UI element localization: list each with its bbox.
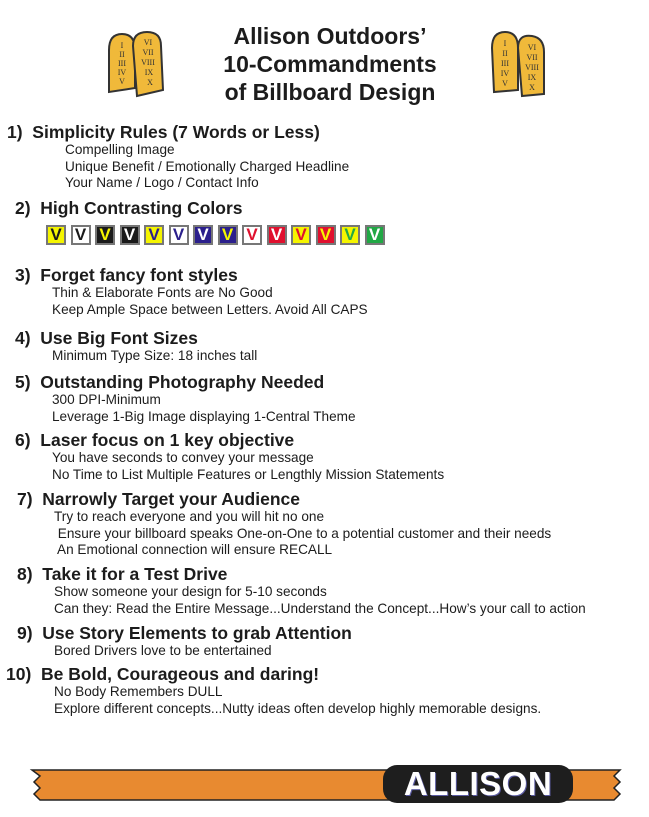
svg-text:IV: IV: [500, 69, 510, 78]
color-swatch: V: [267, 225, 287, 245]
commandment-heading: [0, 564, 586, 584]
commandment-heading: [0, 372, 356, 392]
title-line-2: 10-Commandments: [223, 51, 437, 77]
svg-text:VII: VII: [526, 53, 538, 62]
commandment-number: 1): [7, 122, 23, 142]
commandment-5: [0, 372, 356, 425]
svg-text:VI: VI: [143, 38, 153, 47]
commandment-number: 3): [15, 265, 31, 285]
color-contrast-swatches: [46, 225, 385, 245]
commandment-item: Try to reach everyone and you will hit no one: [54, 509, 325, 524]
svg-text:I: I: [503, 39, 507, 48]
commandment-item: Leverage 1-Big Image displaying 1-Central Theme: [52, 408, 356, 424]
commandment-item: Thin & Elaborate Fonts are No Good: [52, 285, 273, 300]
svg-text:X: X: [147, 78, 153, 87]
commandment-heading: [0, 489, 551, 509]
commandment-heading: [0, 623, 352, 643]
commandment-number: 2): [15, 198, 31, 218]
commandment-item: Unique Benefit / Emotionally Charged Headline: [65, 158, 350, 174]
commandment-title: Use Story Elements to grab Attention: [42, 623, 352, 643]
color-swatch: V: [193, 225, 213, 245]
commandment-item: No Time to List Multiple Features or Lengthly Mission Statements: [52, 466, 445, 482]
svg-text:VI: VI: [527, 43, 537, 52]
stone-tablets-icon: [488, 28, 550, 100]
commandment-title: Be Bold, Courageous and daring!: [41, 664, 320, 684]
color-swatch: V: [242, 225, 262, 245]
commandment-title: Simplicity Rules (7 Words or Less): [32, 122, 320, 142]
commandment-item: Compelling Image: [65, 142, 175, 157]
commandment-number: 6): [15, 430, 31, 450]
commandment-title: Use Big Font Sizes: [40, 328, 198, 348]
color-swatch: V: [95, 225, 115, 245]
commandment-item: An Emotional connection will ensure RECALL: [54, 542, 333, 557]
commandment-item: Your Name / Logo / Contact Info: [65, 175, 259, 190]
commandment-1: [0, 122, 349, 192]
svg-text:VIII: VIII: [525, 63, 539, 72]
svg-text:III: III: [501, 59, 509, 68]
commandment-title: Laser focus on 1 key objective: [40, 430, 295, 450]
svg-text:III: III: [118, 59, 126, 68]
commandment-number: 4): [15, 328, 31, 348]
commandment-title: Outstanding Photography Needed: [40, 372, 325, 392]
allison-logo: ALLISON: [383, 765, 573, 803]
commandment-3: [0, 265, 368, 318]
commandment-item: Explore different concepts...Nutty ideas often develop highly memorable designs.: [54, 700, 542, 716]
svg-text:V: V: [502, 79, 508, 88]
commandment-4: [0, 328, 257, 365]
color-swatch: V: [169, 225, 189, 245]
commandment-item: You have seconds to convey your message: [52, 450, 314, 465]
svg-text:VII: VII: [142, 48, 154, 57]
commandment-item: Keep Ample Space between Letters. Avoid All CAPS: [52, 301, 368, 317]
svg-text:V: V: [119, 77, 125, 86]
commandment-number: 10): [6, 664, 32, 684]
commandment-item: Can they: Read the Entire Message...Understand the Concept...How’s your call to action: [54, 600, 586, 616]
svg-text:VIII: VIII: [141, 58, 155, 67]
color-swatch: V: [365, 225, 385, 245]
commandment-10: [0, 664, 541, 717]
commandment-heading: [0, 265, 368, 285]
commandment-item: Show someone your design for 5-10 seconds: [54, 584, 327, 599]
commandment-7: [0, 489, 551, 559]
commandment-heading: [0, 664, 541, 684]
commandment-heading: [0, 198, 243, 218]
color-swatch: V: [71, 225, 91, 245]
svg-text:II: II: [119, 50, 125, 59]
stone-tablets-icon: [105, 28, 167, 100]
commandment-title: Take it for a Test Drive: [42, 564, 228, 584]
svg-text:II: II: [502, 49, 508, 58]
title-line-3: of Billboard Design: [224, 79, 436, 105]
color-swatch: V: [218, 225, 238, 245]
svg-text:IX: IX: [527, 73, 537, 82]
commandment-item: 300 DPI-Minimum: [52, 392, 161, 407]
commandment-number: 9): [17, 623, 33, 643]
svg-text:IV: IV: [117, 68, 127, 77]
color-swatch: V: [46, 225, 66, 245]
color-swatch: V: [144, 225, 164, 245]
commandment-item: Ensure your billboard speaks One-on-One to a potential customer and their needs: [54, 525, 552, 541]
commandment-title: Forget fancy font styles: [40, 265, 238, 285]
commandment-6: [0, 430, 444, 483]
commandment-title: High Contrasting Colors: [40, 198, 243, 218]
svg-text:I: I: [120, 41, 124, 50]
commandment-2: [0, 198, 243, 218]
commandment-item: No Body Remembers DULL: [54, 684, 223, 699]
commandment-heading: [0, 430, 444, 450]
color-swatch: V: [291, 225, 311, 245]
color-swatch: V: [120, 225, 140, 245]
svg-text:X: X: [529, 83, 535, 92]
commandment-9: [0, 623, 352, 660]
commandment-item: Minimum Type Size: 18 inches tall: [52, 348, 258, 363]
commandment-number: 8): [17, 564, 33, 584]
commandment-heading: [0, 122, 349, 142]
commandment-title: Narrowly Target your Audience: [42, 489, 300, 509]
page-title: [190, 22, 470, 106]
commandment-number: 5): [15, 372, 31, 392]
color-swatch: V: [340, 225, 360, 245]
svg-text:IX: IX: [144, 68, 154, 77]
commandment-heading: [0, 328, 257, 348]
title-line-1: Allison Outdoors’: [233, 23, 427, 49]
commandment-item: Bored Drivers love to be entertained: [54, 643, 272, 658]
commandment-number: 7): [17, 489, 33, 509]
color-swatch: V: [316, 225, 336, 245]
commandment-8: [0, 564, 586, 617]
